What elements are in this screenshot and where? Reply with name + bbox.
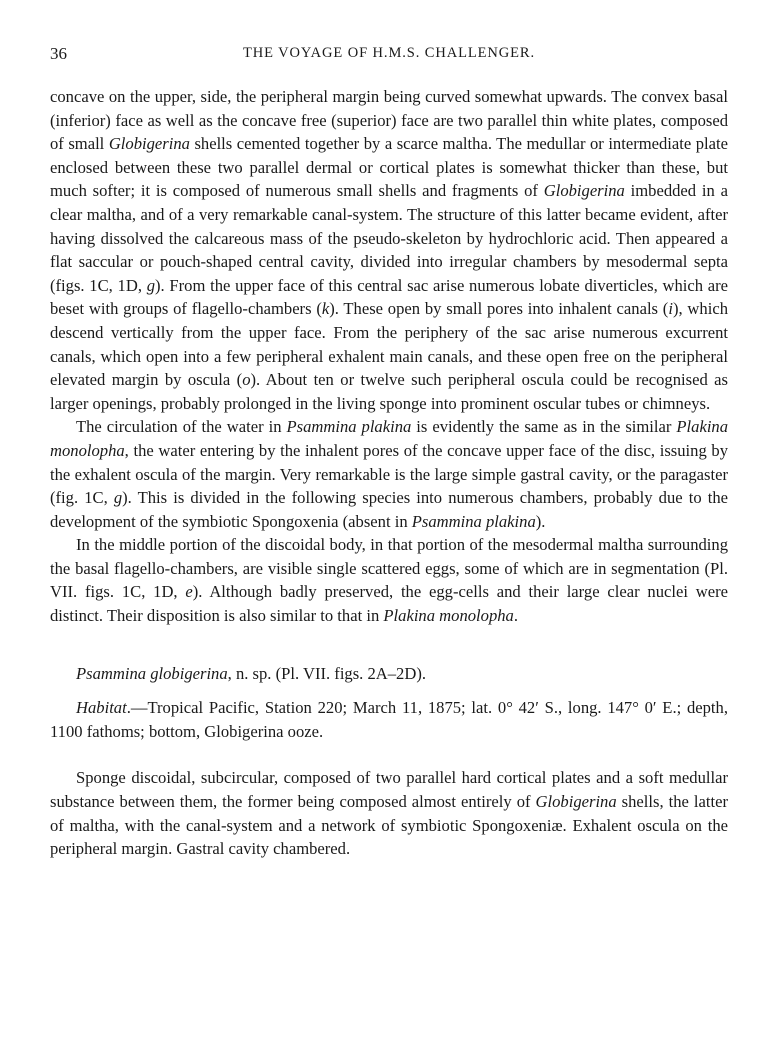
italic-term: g (146, 275, 155, 295)
italic-term: Plakina monolopha (50, 417, 729, 460)
text-span: ), which descend vertically from the upper face. From the periphery of the sac arise numerous excurrent canals, which open into a few peripheral exhalent main canals, and these open free on the peripheral elevated margin by oscula ( (50, 299, 728, 390)
italic-term: Psammina plakina (411, 511, 536, 531)
paragraph-canal-system (50, 85, 728, 415)
text-span: The circulation of the water in (76, 417, 287, 437)
running-title: THE VOYAGE OF H.M.S. CHALLENGER. (243, 45, 535, 61)
text-span: , n. sp. (Pl. VII. figs. 2A–2D). (227, 663, 427, 683)
text-span: ). This is divided in the following species into numerous chambers, probably due to the development of the symbiotic Spongoxenia (absent in (50, 488, 728, 531)
text-span: . (513, 606, 518, 626)
page-number: 36 (50, 44, 67, 63)
italic-term: Plakina monolopha (383, 606, 514, 626)
text-span: imbedded in a clear maltha, and of a very remarkable canal-system. The structure of this latter became evident, after having dissolved the calcareous mass of the pseudo-skeleton by hydrochloric acid. Then appeared a flat saccular or pouch-shaped central cavity, divided into irregular chambers by mesodermal septa (figs. 1C, 1D, (50, 181, 728, 295)
italic-term: Globigerina (108, 134, 190, 154)
text-span: ). (535, 511, 546, 531)
text-span: ). From the upper face of this central sac arise numerous lobate diverticles, which are beset with groups of flagello-chambers ( (50, 275, 728, 319)
italic-term: Globigerina (535, 792, 617, 812)
text-span: ). Although badly preserved, the egg-cells and their large clear nuclei were distinct. Their disposition is also similar to that in (50, 582, 728, 626)
text-span: shells, the latter of maltha, with the canal-system and a network of symbiotic Spongoxeniæ. Exhalent oscula on the peripheral margin. Gastral cavity chambered. (50, 792, 728, 859)
paragraph-eggs (50, 533, 728, 627)
text-span: Sponge discoidal, subcircular, composed of two parallel hard cortical plates and a soft medullar substance between them, the former being composed almost entirely of (50, 768, 728, 812)
diagnosis-paragraph (50, 766, 728, 860)
page (50, 44, 728, 861)
species-name: Psammina globigerina (76, 663, 228, 683)
italic-term: o (242, 370, 251, 390)
paragraph-circulation (50, 415, 728, 533)
habitat-label: Habitat (76, 698, 127, 718)
text-span: ). About ten or twelve such peripheral oscula could be recognised as larger openings, probably prolonged in the living sponge into prominent oscular tubes or chimneys. (50, 370, 728, 413)
text-span: In the middle portion of the discoidal body, in that portion of the mesodermal maltha surrounding the basal flagello-chambers, are visible single scattered eggs, some of which are in segmentation (Pl. VII. figs. 1C, 1D, (50, 535, 728, 602)
running-head (50, 44, 728, 68)
italic-term: i (668, 299, 673, 319)
text-span: , the water entering by the inhalent pores of the concave upper face of the disc, issuing by the exhalent oscula of the margin. Very remarkable is the large simple gastral cavity, or the paragaster (fig. 1C, (50, 440, 728, 508)
italic-term: k (321, 299, 330, 319)
text-span: ). These open by small pores into inhalent canals ( (329, 299, 669, 319)
text-span: .—Tropical Pacific, Station 220; March 11, 1875; lat. 0° 42′ S., long. 147° 0′ E.; depth, 1100 fathoms; bottom, Globigerina ooze. (50, 698, 728, 741)
species-heading (50, 662, 728, 686)
text-span: concave on the upper, side, the peripheral margin being curved somewhat upwards. The convex basal (inferior) face as well as the concave free (superior) face are two parallel thin white plates, composed of small (50, 87, 728, 154)
text-span: shells cemented together by a scarce maltha. The medullar or intermediate plate enclosed between these two parallel dermal or cortical plates is somewhat thicker than these, but much softer; it is composed of numerous small shells and fragments of (50, 134, 729, 201)
body-text (50, 85, 728, 861)
text-span: is evidently the same as in the similar (411, 417, 677, 437)
italic-term: g (113, 488, 123, 508)
italic-term: e (185, 582, 193, 602)
italic-term: Psammina plakina (286, 417, 412, 437)
habitat-paragraph (50, 696, 728, 743)
italic-term: Globigerina (543, 181, 625, 201)
